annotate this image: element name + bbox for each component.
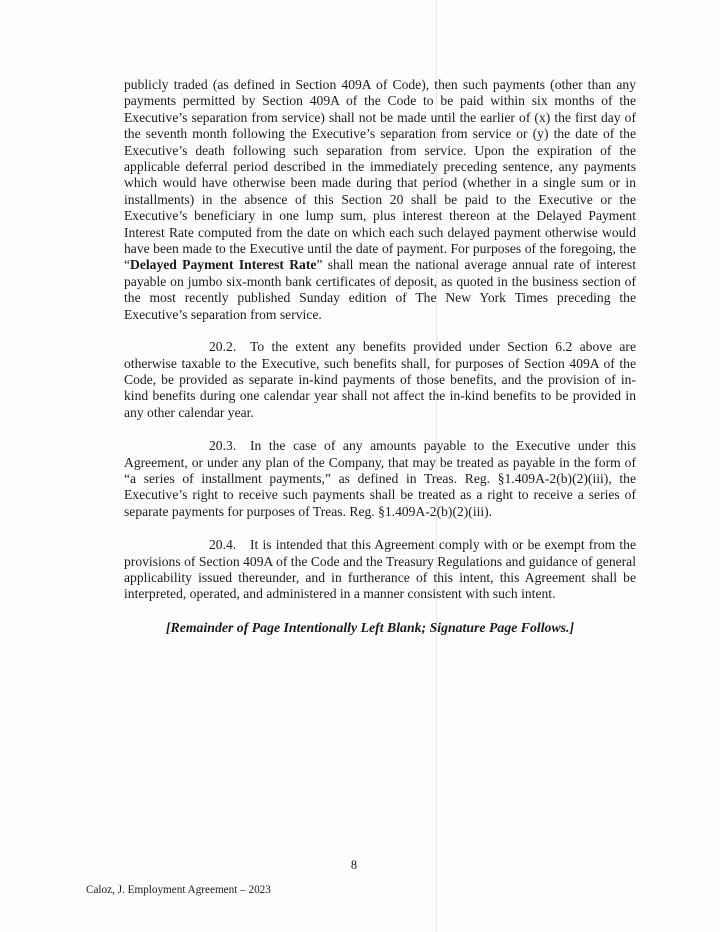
defined-term: Delayed Payment Interest Rate [130,257,317,273]
paragraph-409a-continuation [124,77,636,323]
section-text: In the case of any amounts payable to the Executive under this Agreement, or under any plan of the Company, that may be treated as payable in the form of “a series of installment payments,” as defined in Treas. Reg. §1.409A-2(b)(2)(iii), the Executive’s right to receive such payments shall be treated as a right to receive a series of separate payments for purposes of Treas. Reg. §1.409A-2(b)(2)(iii). [124,438,636,519]
section-20-4 [124,537,636,603]
paragraph-text-part-a: publicly traded (as defined in Section 409A of Code), then such payments (other than any payments permitted by Section 409A of the Code to be paid within six months of the Executive’s separation from service) shall not be made until the earlier of (x) the first day of the seventh month following the Executive’s separation from service or (y) the date of the Executive’s death following such separation from service. Upon the expiration of the applicable deferral period described in the immediately preceding sentence, any payments which would have otherwise been made during that period (whether in a single sum or in installments) in the absence of this Section 20 shall be paid to the Executive or the Executive’s beneficiary in one lump sum, plus interest thereon at the Delayed Payment Interest Rate computed from the date on which each such delayed payment otherwise would have been made to the Executive until the date of payment. For purposes of the foregoing, the “ [124,77,636,273]
page-number: 8 [350,858,358,872]
paragraph-text-part-b: ” shall mean the national average annual rate of interest payable on jumbo six-month bank certificates of deposit, as quoted in the business section of the most recently published Sunday edition of The New York Times preceding the Executive’s separation from service. [124,257,636,322]
section-number: 20.4. [209,537,237,553]
document-footer: Caloz, J. Employment Agreement – 2023 [86,884,271,896]
section-20-3 [124,438,636,520]
remainder-note: [Remainder of Page Intentionally Left Blank; Signature Page Follows.] [165,619,575,635]
section-number: 20.2. [209,339,237,355]
section-20-2 [124,339,636,421]
section-text: To the extent any benefits provided under Section 6.2 above are otherwise taxable to the Executive, such benefits shall, for purposes of Section 409A of the Code, be provided as separate in-kind payments of those benefits, and the provision of in-kind benefits during one calendar year shall not affect the in-kind benefits to be provided in any other calendar year. [124,339,636,420]
document-body [124,77,636,636]
section-number: 20.3. [209,438,237,454]
section-text: It is intended that this Agreement comply with or be exempt from the provisions of Section 409A of the Code and the Treasury Regulations and guidance of general applicability issued thereunder, and in furtherance of this intent, this Agreement shall be interpreted, operated, and administered in a manner consistent with such intent. [124,537,636,602]
